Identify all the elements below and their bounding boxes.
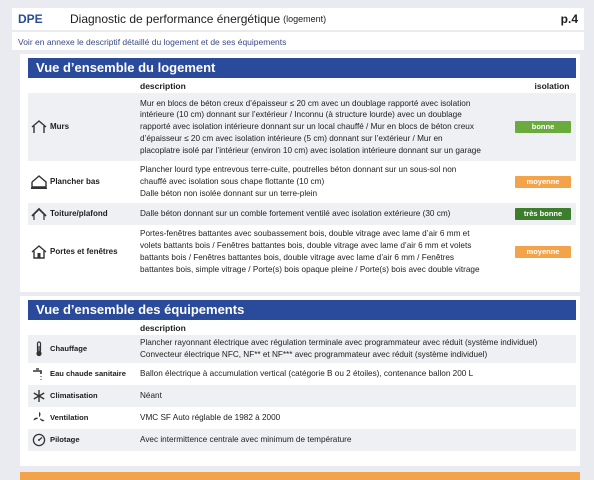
snowflake-icon xyxy=(28,389,50,403)
col-isolation: isolation xyxy=(534,81,570,91)
roof-icon xyxy=(28,207,50,221)
row-label: Plancher bas xyxy=(50,177,100,187)
col-description: description xyxy=(140,323,186,333)
page-number: p.4 xyxy=(560,12,578,26)
desc-line: d’épaisseur ≤ 20 cm avec isolation intérieure (5 cm) donnant sur l’extérieur / Mur en xyxy=(140,133,443,143)
gauge-icon xyxy=(28,433,50,447)
row-label: Murs xyxy=(50,122,70,132)
table-row-plancher-bas xyxy=(28,161,576,203)
row-label: Chauffage xyxy=(50,344,88,354)
table-row-eau-chaude xyxy=(28,363,576,385)
logement-card xyxy=(20,54,580,292)
annex-note: Voir en annexe le descriptif détaillé du logement et de ses équipements xyxy=(12,32,584,50)
row-label: Eau chaude sanitaire xyxy=(50,369,126,379)
row-description xyxy=(140,410,576,426)
equipements-card xyxy=(20,296,580,466)
col-description: description xyxy=(140,81,186,91)
desc-line: Convecteur électrique NFC, NF** et NF*** avec programmateur avec réduit (système individuel) xyxy=(140,350,488,359)
desc-line: Dalle béton donnant sur un comble fortement ventilé avec isolation extérieure (30 cm) xyxy=(140,209,451,219)
desc-line: rapporté avec isolation intérieure donnant sur un local chauffé / Mur en blocs de béton creux xyxy=(140,122,474,132)
row-description xyxy=(140,335,576,363)
isolation-badge: bonne xyxy=(515,121,571,133)
desc-line: Dalle béton non isolée donnant sur un terre-plein xyxy=(140,188,318,198)
desc-line: Plancher rayonnant électrique avec régulation terminale avec programmateur avec réduit (système individuel) xyxy=(140,338,538,348)
row-label: Portes et fenêtres xyxy=(50,247,118,257)
row-label: Pilotage xyxy=(50,435,80,445)
row-description xyxy=(140,388,576,404)
desc-line: placoplatre isolé par l’intérieur (environ 10 cm) avec isolation intérieure donnant sur un garage xyxy=(140,145,481,155)
table-row-portes-fenetres xyxy=(28,225,576,279)
equipements-column-headers xyxy=(28,322,576,335)
desc-line: volets battants bois / Fenêtres battantes bois, double vitrage avec lame d’air 6 mm et volets xyxy=(140,241,472,251)
desc-line: Portes-fenêtres battantes avec soubassement bois, double vitrage avec lame d’air 6 mm et xyxy=(140,229,470,239)
isolation-badge: très bonne xyxy=(515,208,571,220)
page-title: Diagnostic de performance énergétique xyxy=(70,12,281,26)
thermometer-icon xyxy=(28,341,50,357)
table-row-murs xyxy=(28,93,576,161)
table-row-pilotage xyxy=(28,429,576,451)
isolation-badge: moyenne xyxy=(515,176,571,188)
table-row-climatisation xyxy=(28,385,576,407)
desc-line: VMC SF Auto réglable de 1982 à 2000 xyxy=(140,413,281,423)
desc-line: chauffé avec isolation sous chape flottante (10 cm) xyxy=(140,177,325,187)
page-subtitle: (logement) xyxy=(283,14,327,24)
page-header xyxy=(12,8,584,30)
row-label: Ventilation xyxy=(50,413,89,423)
row-label: Toiture/plafond xyxy=(50,209,108,219)
desc-line: Néant xyxy=(140,391,162,401)
desc-line: Avec intermittence centrale avec minimum de température xyxy=(140,435,352,445)
row-description xyxy=(140,96,510,159)
logement-title: Vue d’ensemble du logement xyxy=(28,58,576,78)
house-door-icon xyxy=(28,245,50,259)
desc-line: intérieure (10 cm) donnant sur l’extérieur / Inconnu (à structure lourde) avec un doublage xyxy=(140,110,462,120)
fan-icon xyxy=(28,411,50,425)
row-description xyxy=(140,432,576,448)
desc-line: Ballon électrique à accumulation vertical (catégorie B ou 2 étoiles), contenance ballon 200 L xyxy=(140,369,474,379)
footer-bar xyxy=(20,472,580,480)
equipements-title: Vue d’ensemble des équipements xyxy=(28,300,576,320)
table-row-toiture xyxy=(28,203,576,225)
row-description xyxy=(140,366,576,382)
desc-line: Mur en blocs de béton creux d’épaisseur ≤ 20 cm avec un doublage rapporté avec isolation xyxy=(140,98,471,108)
house-floor-icon xyxy=(28,175,50,189)
logement-column-headers xyxy=(28,80,576,93)
desc-line: battantes bois, simple vitrage / Porte(s) bois opaque pleine / Porte(s) bois avec double vitrage xyxy=(140,264,480,274)
house-walls-icon xyxy=(28,120,50,134)
table-row-ventilation xyxy=(28,407,576,429)
isolation-badge: moyenne xyxy=(515,246,571,258)
dpe-label: DPE xyxy=(18,12,43,26)
row-label: Climatisation xyxy=(50,391,98,401)
row-description xyxy=(140,226,510,277)
desc-line: Plancher lourd type entrevous terre-cuite, poutrelles béton donnant sur un sous-sol non xyxy=(140,165,457,175)
faucet-icon xyxy=(28,367,50,381)
row-description xyxy=(140,162,510,201)
table-row-chauffage xyxy=(28,335,576,363)
desc-line: battants bois / Fenêtres battantes bois, double vitrage avec lame d’air 6 mm / Fenêtres xyxy=(140,253,455,262)
row-description xyxy=(140,206,510,222)
